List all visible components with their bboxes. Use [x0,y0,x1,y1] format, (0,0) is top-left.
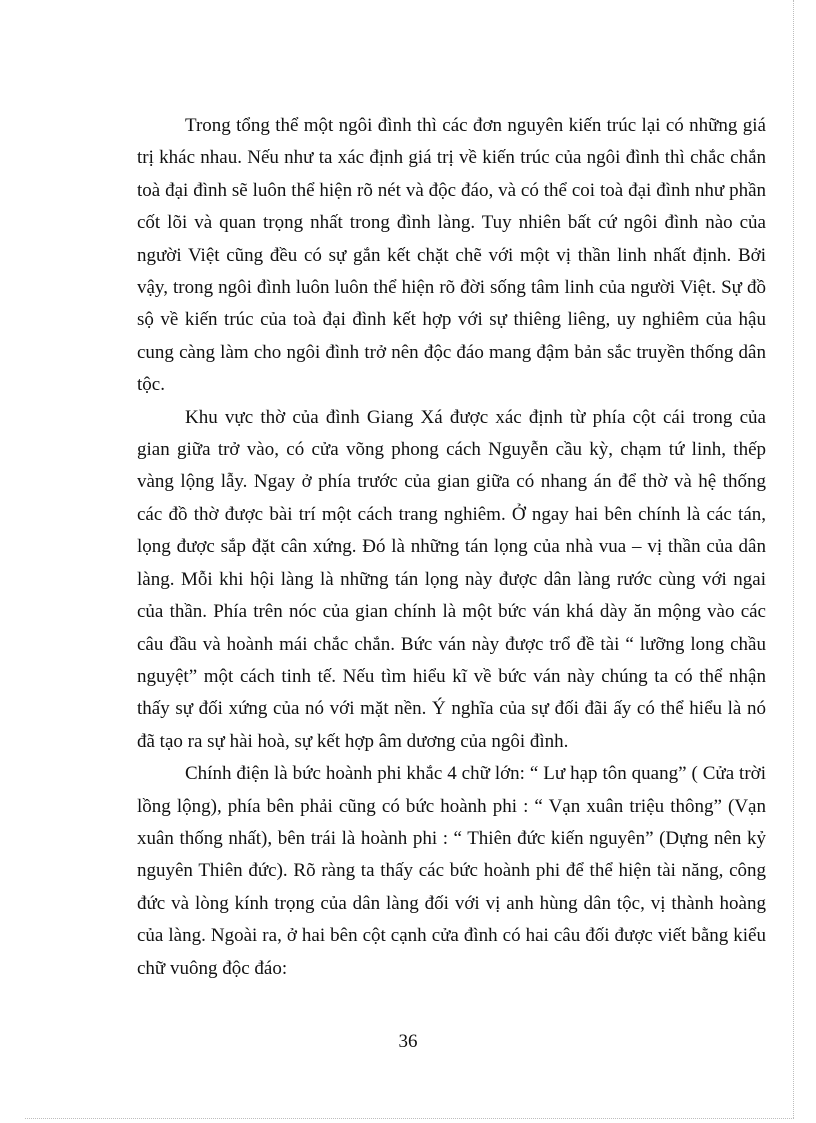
body-text [137,110,766,985]
paragraph-1: Trong tổng thể một ngôi đình thì các đơn nguyên kiến trúc lại có những giá trị khác nhau. Nếu như ta xác định giá trị về kiến trúc của ngôi đình thì chắc chắn toà đại đình sẽ luôn thể hiện rõ nét và độc đáo, và có thể coi toà đại đình như phần cốt lõi và quan trọng nhất trong đình làng. Tuy nhiên bất cứ ngôi đình nào của người Việt cũng đều có sự gắn kết chặt chẽ với một vị thần linh nhất định. Bởi vậy, trong ngôi đình luôn luôn thể hiện rõ đời sống tâm linh của người Việt. Sự đồ sộ về kiến trúc của toà đại đình kết hợp với sự thiêng liêng, uy nghiêm của hậu cung càng làm cho ngôi đình trở nên độc đáo mang đậm bản sắc truyền thống dân tộc. [137,115,766,396]
paragraph-2: Khu vực thờ của đình Giang Xá được xác định từ phía cột cái trong của gian giữa trở vào, có cửa võng phong cách Nguyễn cầu kỳ, chạm tứ linh, thếp vàng lộng lẫy. Ngay ở phía trước của gian giữa có nhang án để thờ và hệ thống các đồ thờ được bài trí một cách trang nghiêm. Ở ngay hai bên chính là các tán, lọng được sắp đặt cân xứng. Đó là những tán lọng của nhà vua – vị thần của dân làng. Mỗi khi hội làng là những tán lọng này được dân làng rước cùng với ngai của thần. Phía trên nóc của gian chính là một bức ván khá dày ăn mộng vào các câu đầu và hoành mái chắc chắn. Bức ván này được trổ đề tài “ lưỡng long chầu nguyệt” một cách tinh tế. Nếu tìm hiểu kĩ về bức ván này chúng ta có thể nhận thấy sự đối xứng của nó với mặt nền. Ý nghĩa của sự đối đãi ấy có thể hiểu là nó đã tạo ra sự hài hoà, sự kết hợp âm dương của ngôi đình. [137,406,766,752]
paragraph-3: Chính điện là bức hoành phi khắc 4 chữ lớn: “ Lư hạp tôn quang” ( Cửa trời lồng lộng), phía bên phải cũng có bức hoành phi : “ Vạn xuân triệu thông” (Vạn xuân thống nhất), bên trái là hoành phi : “ Thiên đức kiến nguyên” (Dựng nên kỷ nguyên Thiên đức). Rõ ràng ta thấy các bức hoành phi để thể hiện tài năng, công đức và lòng kính trọng của dân làng đối với vị anh hùng dân tộc, vị thành hoàng của làng. Ngoài ra, ở hai bên cột cạnh cửa đình có hai câu đối được viết bằng kiểu chữ vuông độc đáo: [137,763,766,979]
bottom-dotted-border [25,1118,794,1119]
page-number: 36 [398,1031,418,1052]
right-dotted-border [793,0,794,1118]
